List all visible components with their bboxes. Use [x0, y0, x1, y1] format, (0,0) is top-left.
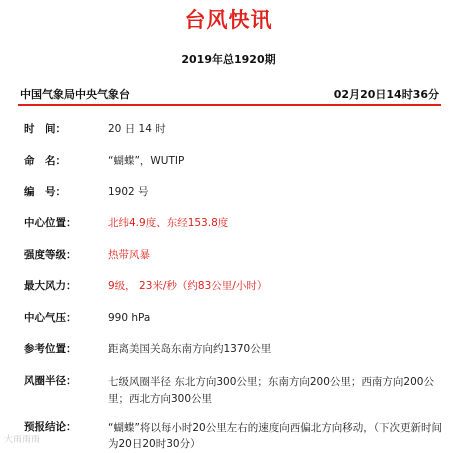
row-value: 热带风暴	[108, 249, 150, 261]
header-divider	[18, 104, 441, 106]
row-value: “蝴蝶”将以每小时20公里左右的速度向西偏北方向移动，（下次更新时间为20日20时30分）	[108, 422, 442, 450]
row-value: 990 hPa	[108, 312, 151, 324]
row-value: “蝴蝶”，WUTIP	[108, 155, 185, 167]
row-label: 参考位置：	[24, 343, 77, 355]
row-label: 中心位置：	[24, 217, 77, 229]
row-value: 北纬4.9度、东经153.8度	[108, 217, 229, 229]
row-label: 强度等级：	[24, 249, 77, 261]
issue-number: 2019年总1920期	[181, 53, 276, 66]
row-label: 编 号：	[24, 186, 66, 198]
row-value: 七级风圈半径 东北方向300公里；东南方向200公里；西南方向200公里；西北方向300公里	[108, 376, 434, 405]
row-label: 中心气压：	[24, 312, 77, 324]
row-label: 命 名：	[24, 155, 66, 167]
row-value: 距离美国关岛东南方向约1370公里	[108, 343, 272, 355]
publish-time: 02月20日14时36分	[333, 88, 439, 101]
row-label: 风圈半径：	[24, 375, 77, 387]
row-value: 9级， 23米/秒（约83公里/小时）	[108, 280, 268, 292]
row-value: 20 日 14 时	[108, 123, 166, 135]
watermark: 大雨雨雨	[4, 435, 41, 445]
row-label: 时 间：	[24, 123, 66, 135]
row-label: 最大风力：	[24, 280, 77, 292]
agency-name: 中国气象局中央气象台	[20, 88, 130, 101]
row-label: 预报结论：	[24, 421, 77, 433]
row-value: 1902 号	[108, 186, 149, 198]
page-title: 台风快讯	[184, 8, 273, 32]
